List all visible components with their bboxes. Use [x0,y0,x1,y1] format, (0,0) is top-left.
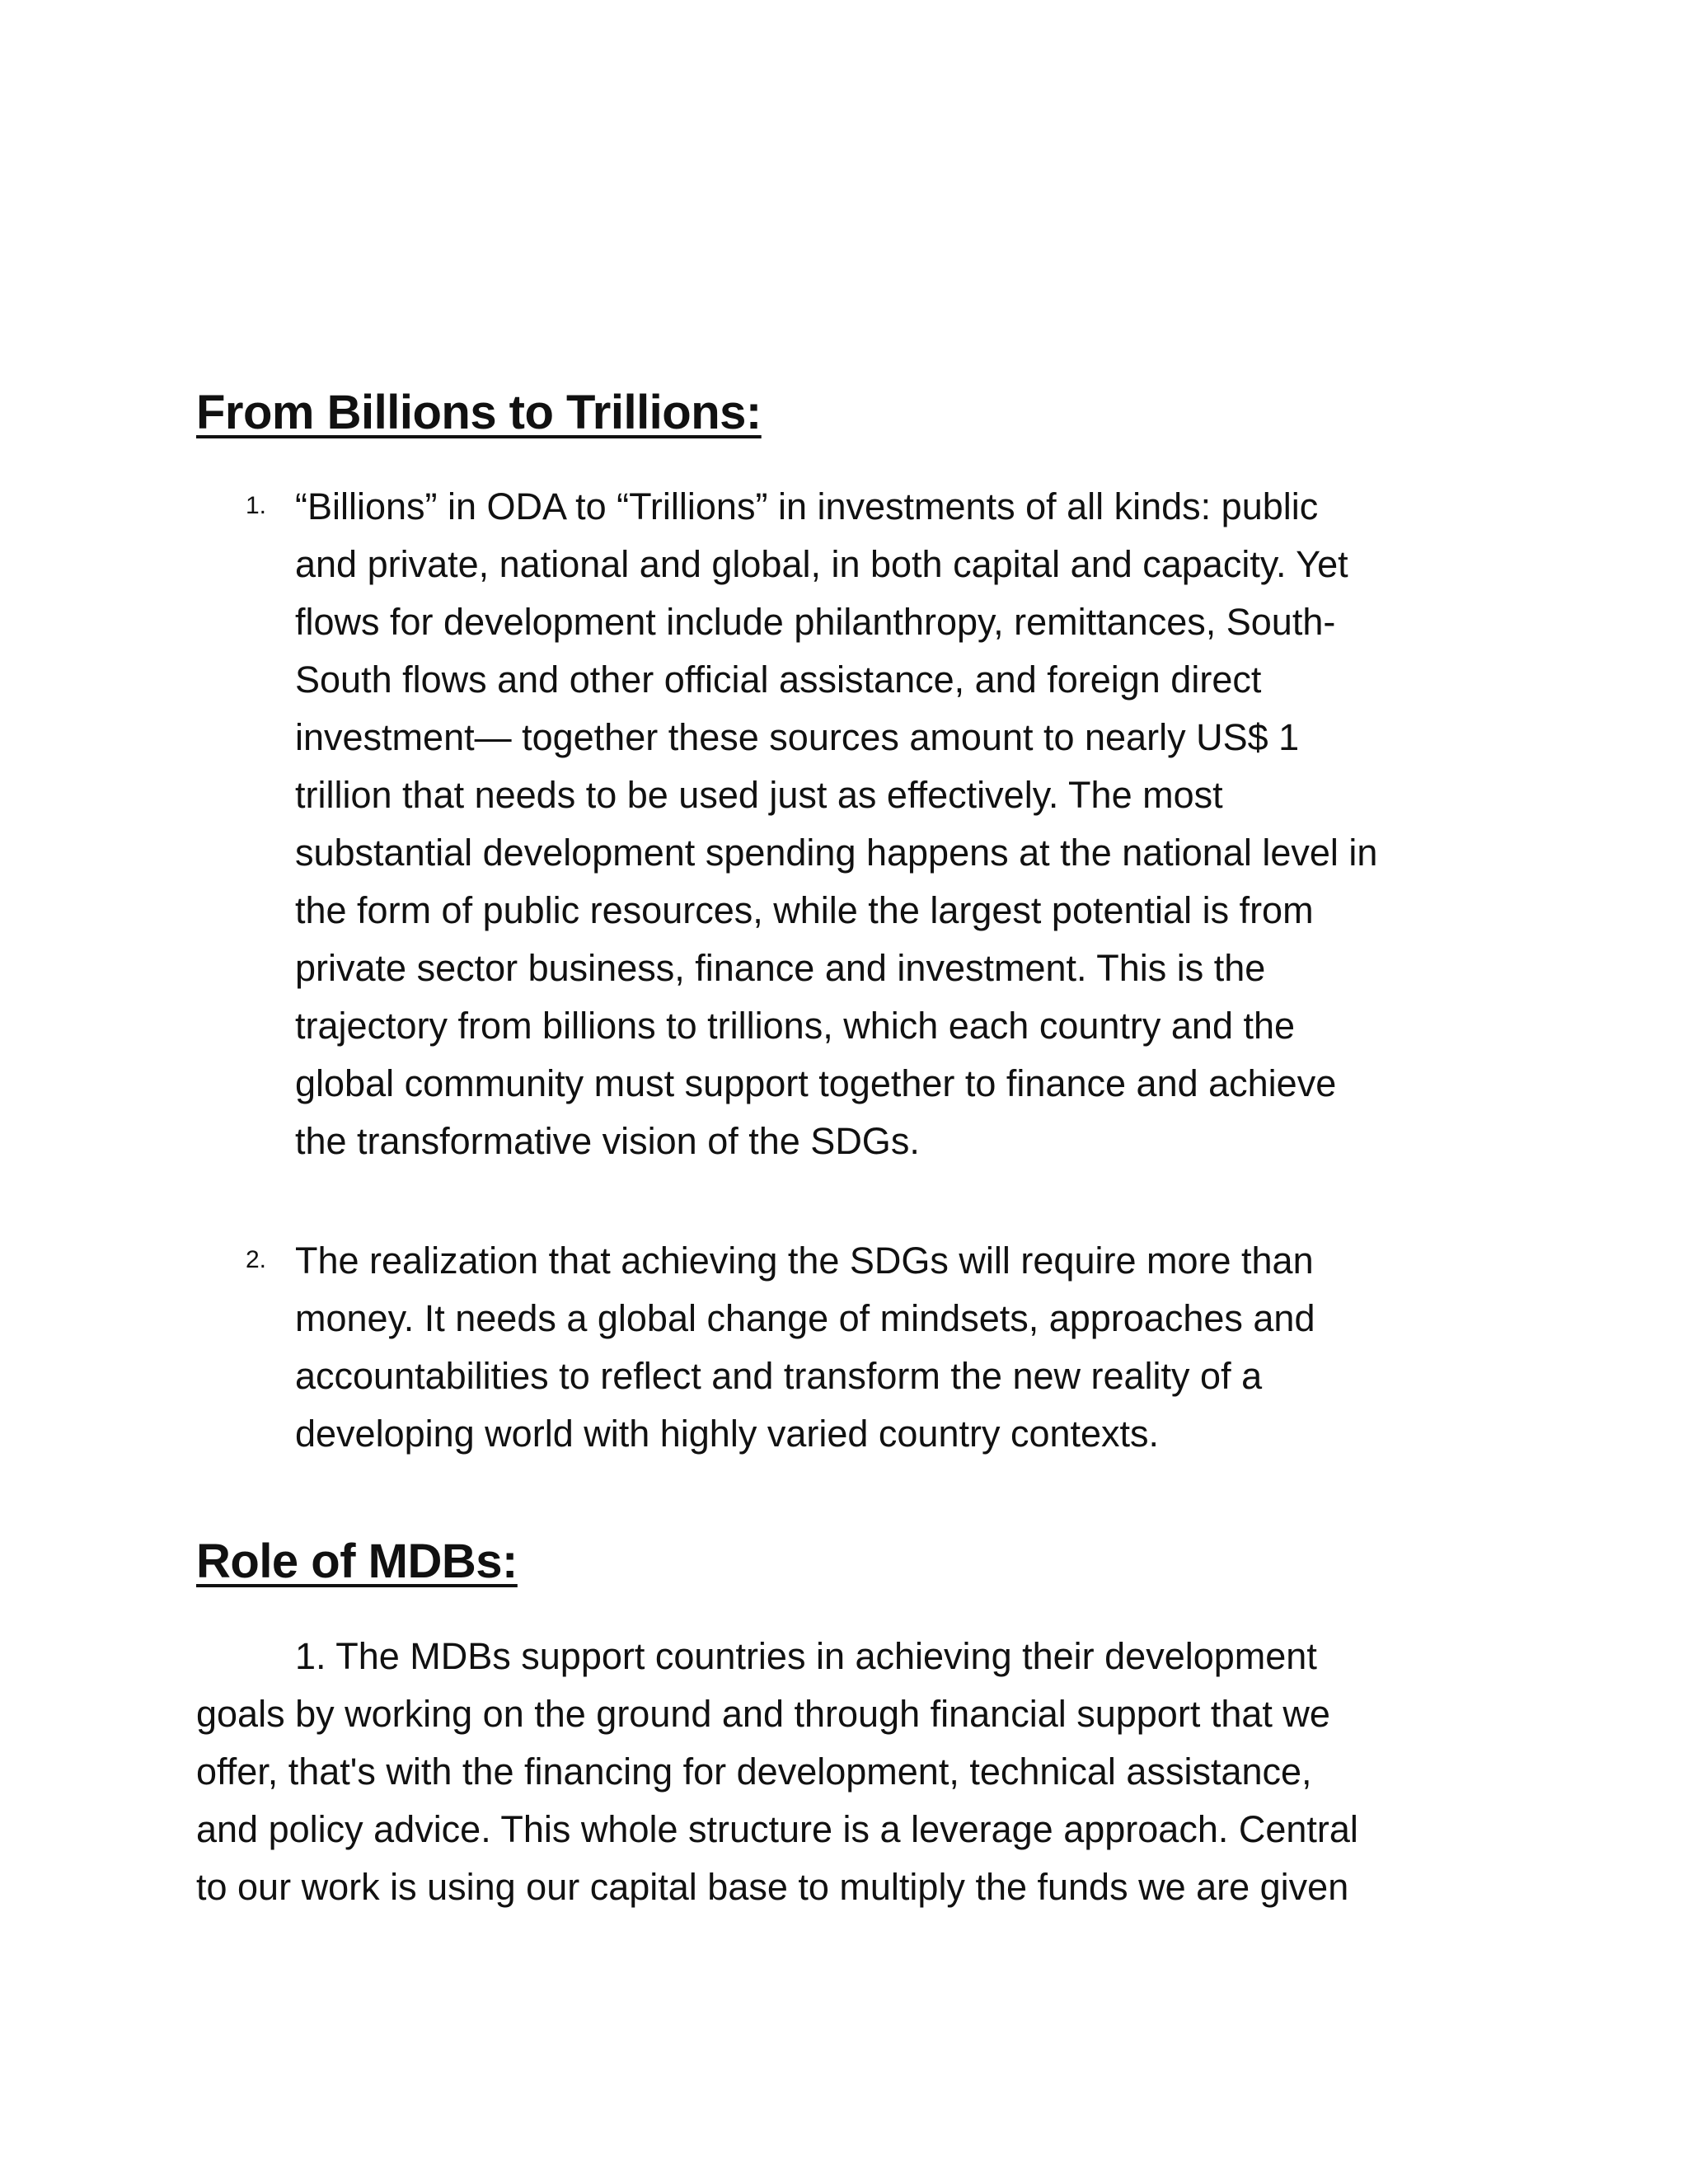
text-line: and private, national and global, in both capital and capacity. Yet [295,543,1348,585]
text-line: trajectory from billions to trillions, which each country and the [295,1005,1296,1047]
text-line: developing world with highly varied country contexts. [295,1413,1160,1455]
text-line: offer, that's with the financing for development, technical assistance, [196,1750,1312,1793]
text-line: the form of public resources, while the largest potential is from [295,889,1314,931]
text-line: to our work is using our capital base to multiply the funds we are given [196,1866,1349,1908]
body-paragraph [196,1628,1531,1916]
text-line: “Billions” in ODA to “Trillions” in investments of all kinds: public [295,485,1319,527]
text-line: goals by working on the ground and through financial support that we [196,1693,1330,1735]
text-line: South flows and other official assistance, and foreign direct [295,658,1262,701]
text-line: accountabilities to reflect and transform the new reality of a [295,1355,1263,1397]
list-item-text [295,478,1498,1170]
text-line: flows for development include philanthropy, remittances, South- [295,601,1336,643]
list-item-number: 2. [246,1246,267,1273]
list-item-number: 1. [246,492,267,519]
text-line: and policy advice. This whole structure is a leverage approach. Central [196,1808,1358,1850]
section-heading-billions-to-trillions: From Billions to Trillions: [196,386,762,439]
text-line: The realization that achieving the SDGs will require more than [295,1240,1314,1282]
text-line: global community must support together to finance and achieve [295,1062,1337,1104]
text-line: 1. The MDBs support countries in achieving their development [295,1635,1317,1677]
text-line: the transformative vision of the SDGs. [295,1120,920,1162]
section-heading-role-of-mdbs: Role of MDBs: [196,1535,518,1588]
list-item-text [295,1232,1498,1463]
text-line: trillion that needs to be used just as effectively. The most [295,774,1223,816]
text-line: investment— together these sources amount to nearly US$ 1 [295,716,1300,758]
text-line: substantial development spending happens at the national level in [295,832,1378,874]
text-line: money. It needs a global change of mindsets, approaches and [295,1297,1315,1339]
text-line: private sector business, finance and investment. This is the [295,947,1266,989]
